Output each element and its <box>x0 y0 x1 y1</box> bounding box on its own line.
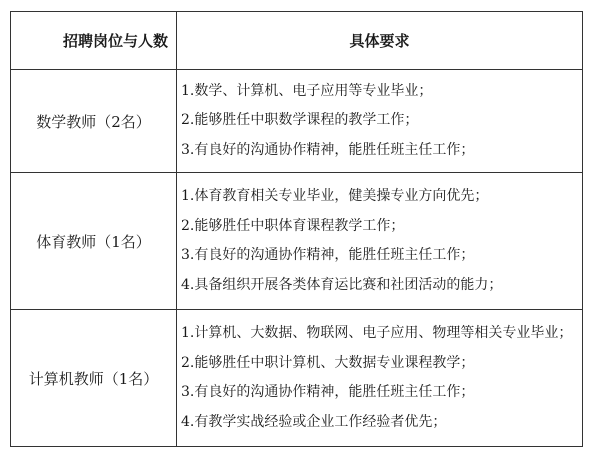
requirement-line: 2.能够胜任中职计算机、大数据专业课程教学； <box>181 354 475 371</box>
requirement-line: 1.计算机、大数据、物联网、电子应用、物理等相关专业毕业； <box>181 325 573 341</box>
requirement-line: 2.能够胜任中职体育课程教学工作； <box>181 217 405 234</box>
requirement-cell <box>177 310 583 447</box>
table-row <box>11 70 583 173</box>
requirement-column-header: 具体要求 <box>177 12 583 70</box>
position-cell: 数学教师（2名） <box>11 70 177 173</box>
requirement-line: 3.有良好的沟通协作精神，能胜任班主任工作； <box>181 247 475 263</box>
requirement-line: 2.能够胜任中职数学课程的教学工作； <box>181 112 419 129</box>
requirement-line: 4.具备组织开展各类体育运比赛和社团活动的能力； <box>181 276 503 293</box>
position-cell: 体育教师（1名） <box>11 173 177 310</box>
requirement-line: 1.数学、计算机、电子应用等专业毕业； <box>181 82 433 99</box>
position-cell: 计算机教师（1名） <box>11 310 177 447</box>
recruitment-table <box>10 11 583 447</box>
table-row <box>11 173 583 310</box>
position-column-header: 招聘岗位与人数 <box>11 12 177 70</box>
requirement-cell <box>177 70 583 173</box>
requirement-line: 3.有良好的沟通协作精神，能胜任班主任工作； <box>181 141 475 158</box>
table-row <box>11 310 583 447</box>
requirement-line: 4.有教学实战经验或企业工作经验者优先； <box>181 413 447 430</box>
header-row <box>11 12 583 70</box>
requirement-line: 1.体育教育相关专业毕业，健美操专业方向优先； <box>181 188 489 204</box>
requirement-line: 3.有良好的沟通协作精神，能胜任班主任工作； <box>181 384 475 400</box>
requirement-cell <box>177 173 583 310</box>
